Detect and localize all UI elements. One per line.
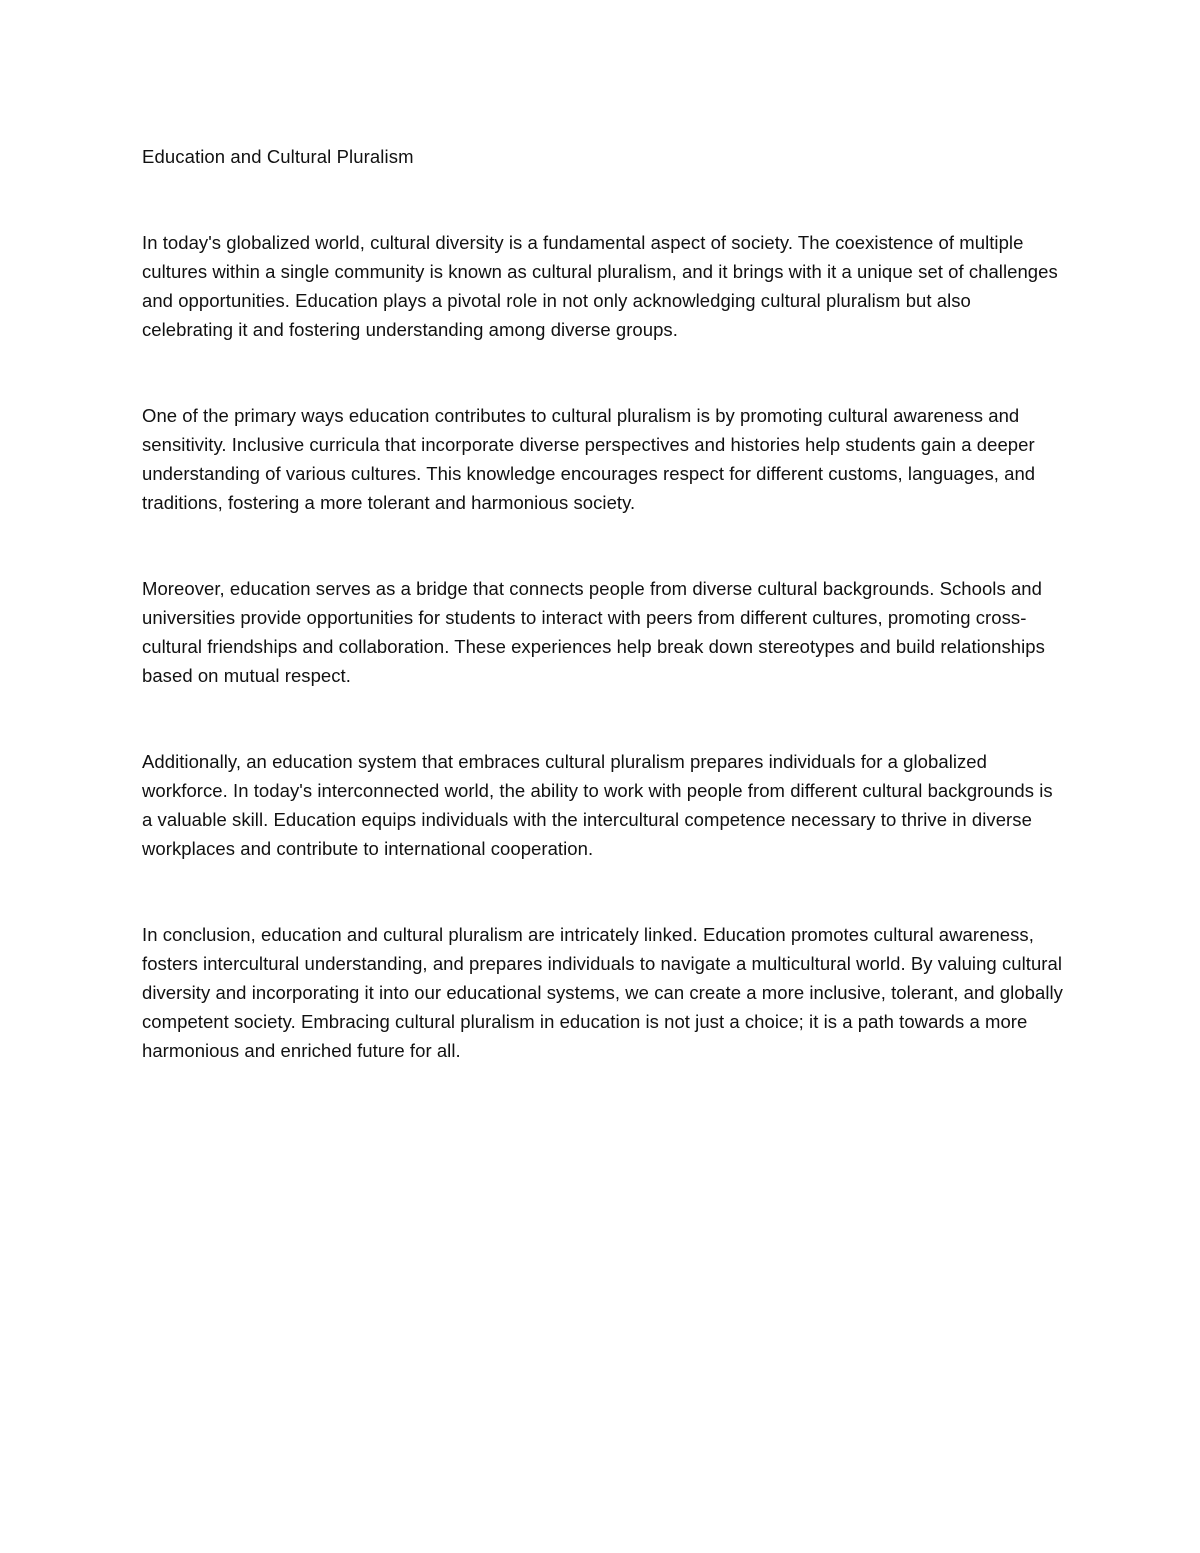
paragraph-introduction: In today's globalized world, cultural diversity is a fundamental aspect of society. The coexistence of multiple cultures within a single community is known as cultural pluralism, and it brings with it a unique set of challenges and opportunities. Education plays a pivotal role in not only acknowledging cultural pluralism but also celebrating it and fostering understanding among diverse groups. [142,232,1058,340]
paragraph-workforce: Additionally, an education system that embraces cultural pluralism prepares individuals for a globalized workforce. In today's interconnected world, the ability to work with people from different cultural backgrounds is a valuable skill. Education equips individuals with the intercultural competence necessary to thrive in diverse workplaces and contribute to international cooperation. [142,751,1053,859]
paragraph-bridge: Moreover, education serves as a bridge that connects people from diverse cultural backgrounds. Schools and universities provide opportunities for students to interact with peers from different cultures, promoting cross-cultural friendships and collaboration. These experiences help break down stereotypes and build relationships based on mutual respect. [142,578,1045,686]
paragraph-conclusion: In conclusion, education and cultural pluralism are intricately linked. Education promotes cultural awareness, fosters intercultural understanding, and prepares individuals to navigate a multicultural world. By valuing cultural diversity and incorporating it into our educational systems, we can create a more inclusive, tolerant, and globally competent society. Embracing cultural pluralism in education is not just a choice; it is a path towards a more harmonious and enriched future for all. [142,924,1063,1061]
document-title: Education and Cultural Pluralism [142,146,414,167]
document-body [142,142,1067,1065]
paragraph-awareness: One of the primary ways education contributes to cultural pluralism is by promoting cultural awareness and sensitivity. Inclusive curricula that incorporate diverse perspectives and histories help students gain a deeper understanding of various cultures. This knowledge encourages respect for different customs, languages, and traditions, fostering a more tolerant and harmonious society. [142,405,1036,513]
